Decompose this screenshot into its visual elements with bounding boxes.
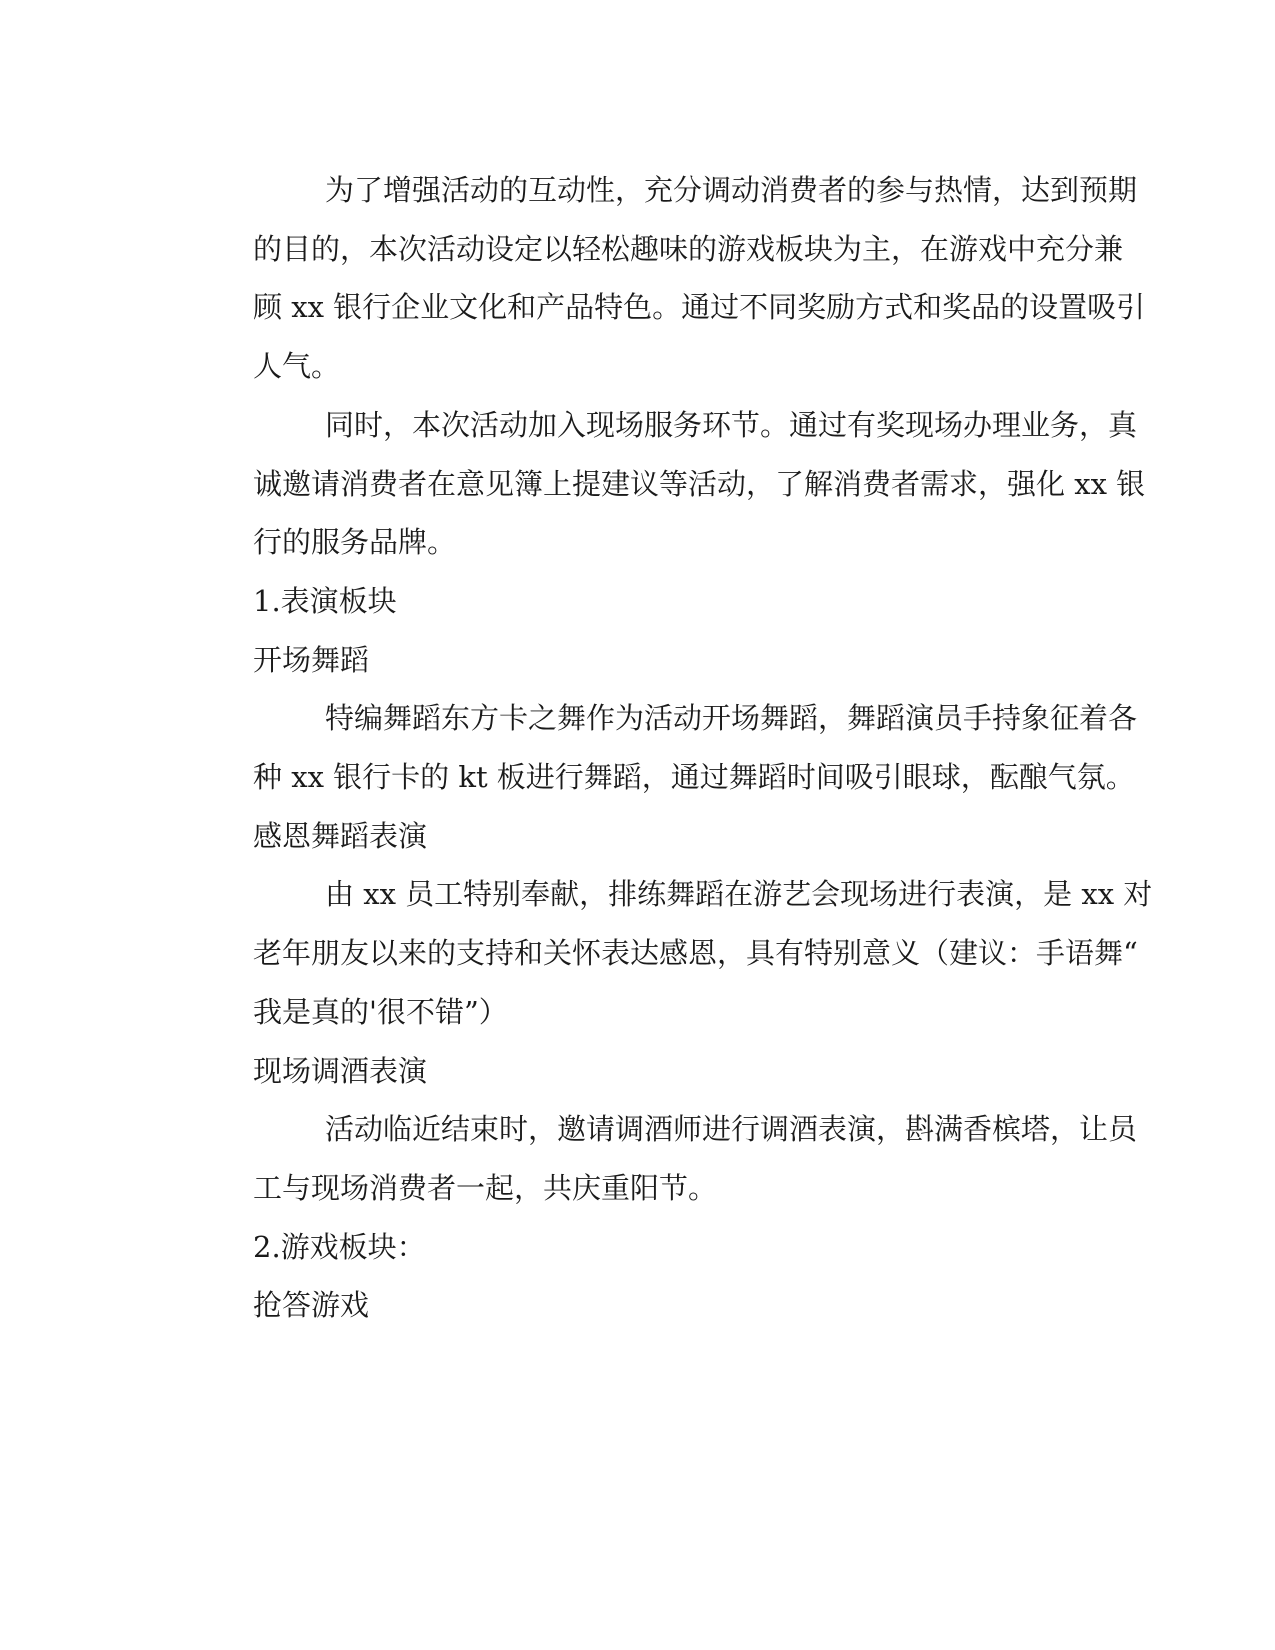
text-line: 同时，本次活动加入现场服务环节。通过有奖现场办理业务，真: [325, 407, 1138, 442]
document-body: [181, 161, 1153, 1335]
subheading-bartending-show: 现场调酒表演: [253, 1053, 428, 1088]
paragraph-gratitude-dance: [181, 865, 1153, 1041]
paragraph-bartending-show: [181, 1100, 1138, 1217]
subheading-gratitude-dance: 感恩舞蹈表演: [253, 818, 428, 853]
section-heading-games: 2.游戏板块：: [253, 1229, 426, 1264]
paragraph-onsite-service: [181, 396, 1146, 572]
paragraph-opening-dance: [181, 689, 1138, 806]
text-line: 由 xx 员工特别奉献，排练舞蹈在游艺会现场进行表演，是 xx 对: [325, 877, 1153, 912]
text-line: 顾 xx 银行企业文化和产品特色。通过不同奖励方式和奖品的设置吸引: [253, 290, 1146, 325]
subheading-opening-dance: 开场舞蹈: [253, 642, 370, 677]
text-line: 行的服务品牌。: [253, 525, 457, 560]
text-line: 人气。: [253, 349, 341, 384]
paragraph-interaction-goal: [181, 161, 1146, 396]
text-line: 诚邀请消费者在意见簿上提建议等活动，了解消费者需求，强化 xx 银: [253, 466, 1146, 501]
text-line: 的目的，本次活动设定以轻松趣味的游戏板块为主，在游戏中充分兼: [253, 231, 1124, 266]
text-line: 工与现场消费者一起，共庆重阳节。: [253, 1170, 718, 1205]
section-heading-performance: 1.表演板块: [253, 583, 397, 618]
text-line: 我是真的'很不错”）: [253, 994, 508, 1029]
text-line: 活动临近结束时，邀请调酒师进行调酒表演，斟满香槟塔，让员: [325, 1112, 1138, 1147]
text-line: 特编舞蹈东方卡之舞作为活动开场舞蹈，舞蹈演员手持象征着各: [325, 701, 1138, 736]
text-line: 老年朋友以来的支持和关怀表达感恩，具有特别意义（建议：手语舞“: [253, 936, 1138, 971]
text-line: 种 xx 银行卡的 kt 板进行舞蹈，通过舞蹈时间吸引眼球，酝酿气氛。: [253, 760, 1135, 795]
subheading-quiz-game: 抢答游戏: [253, 1288, 370, 1323]
text-line: 为了增强活动的互动性，充分调动消费者的参与热情，达到预期: [325, 173, 1138, 207]
